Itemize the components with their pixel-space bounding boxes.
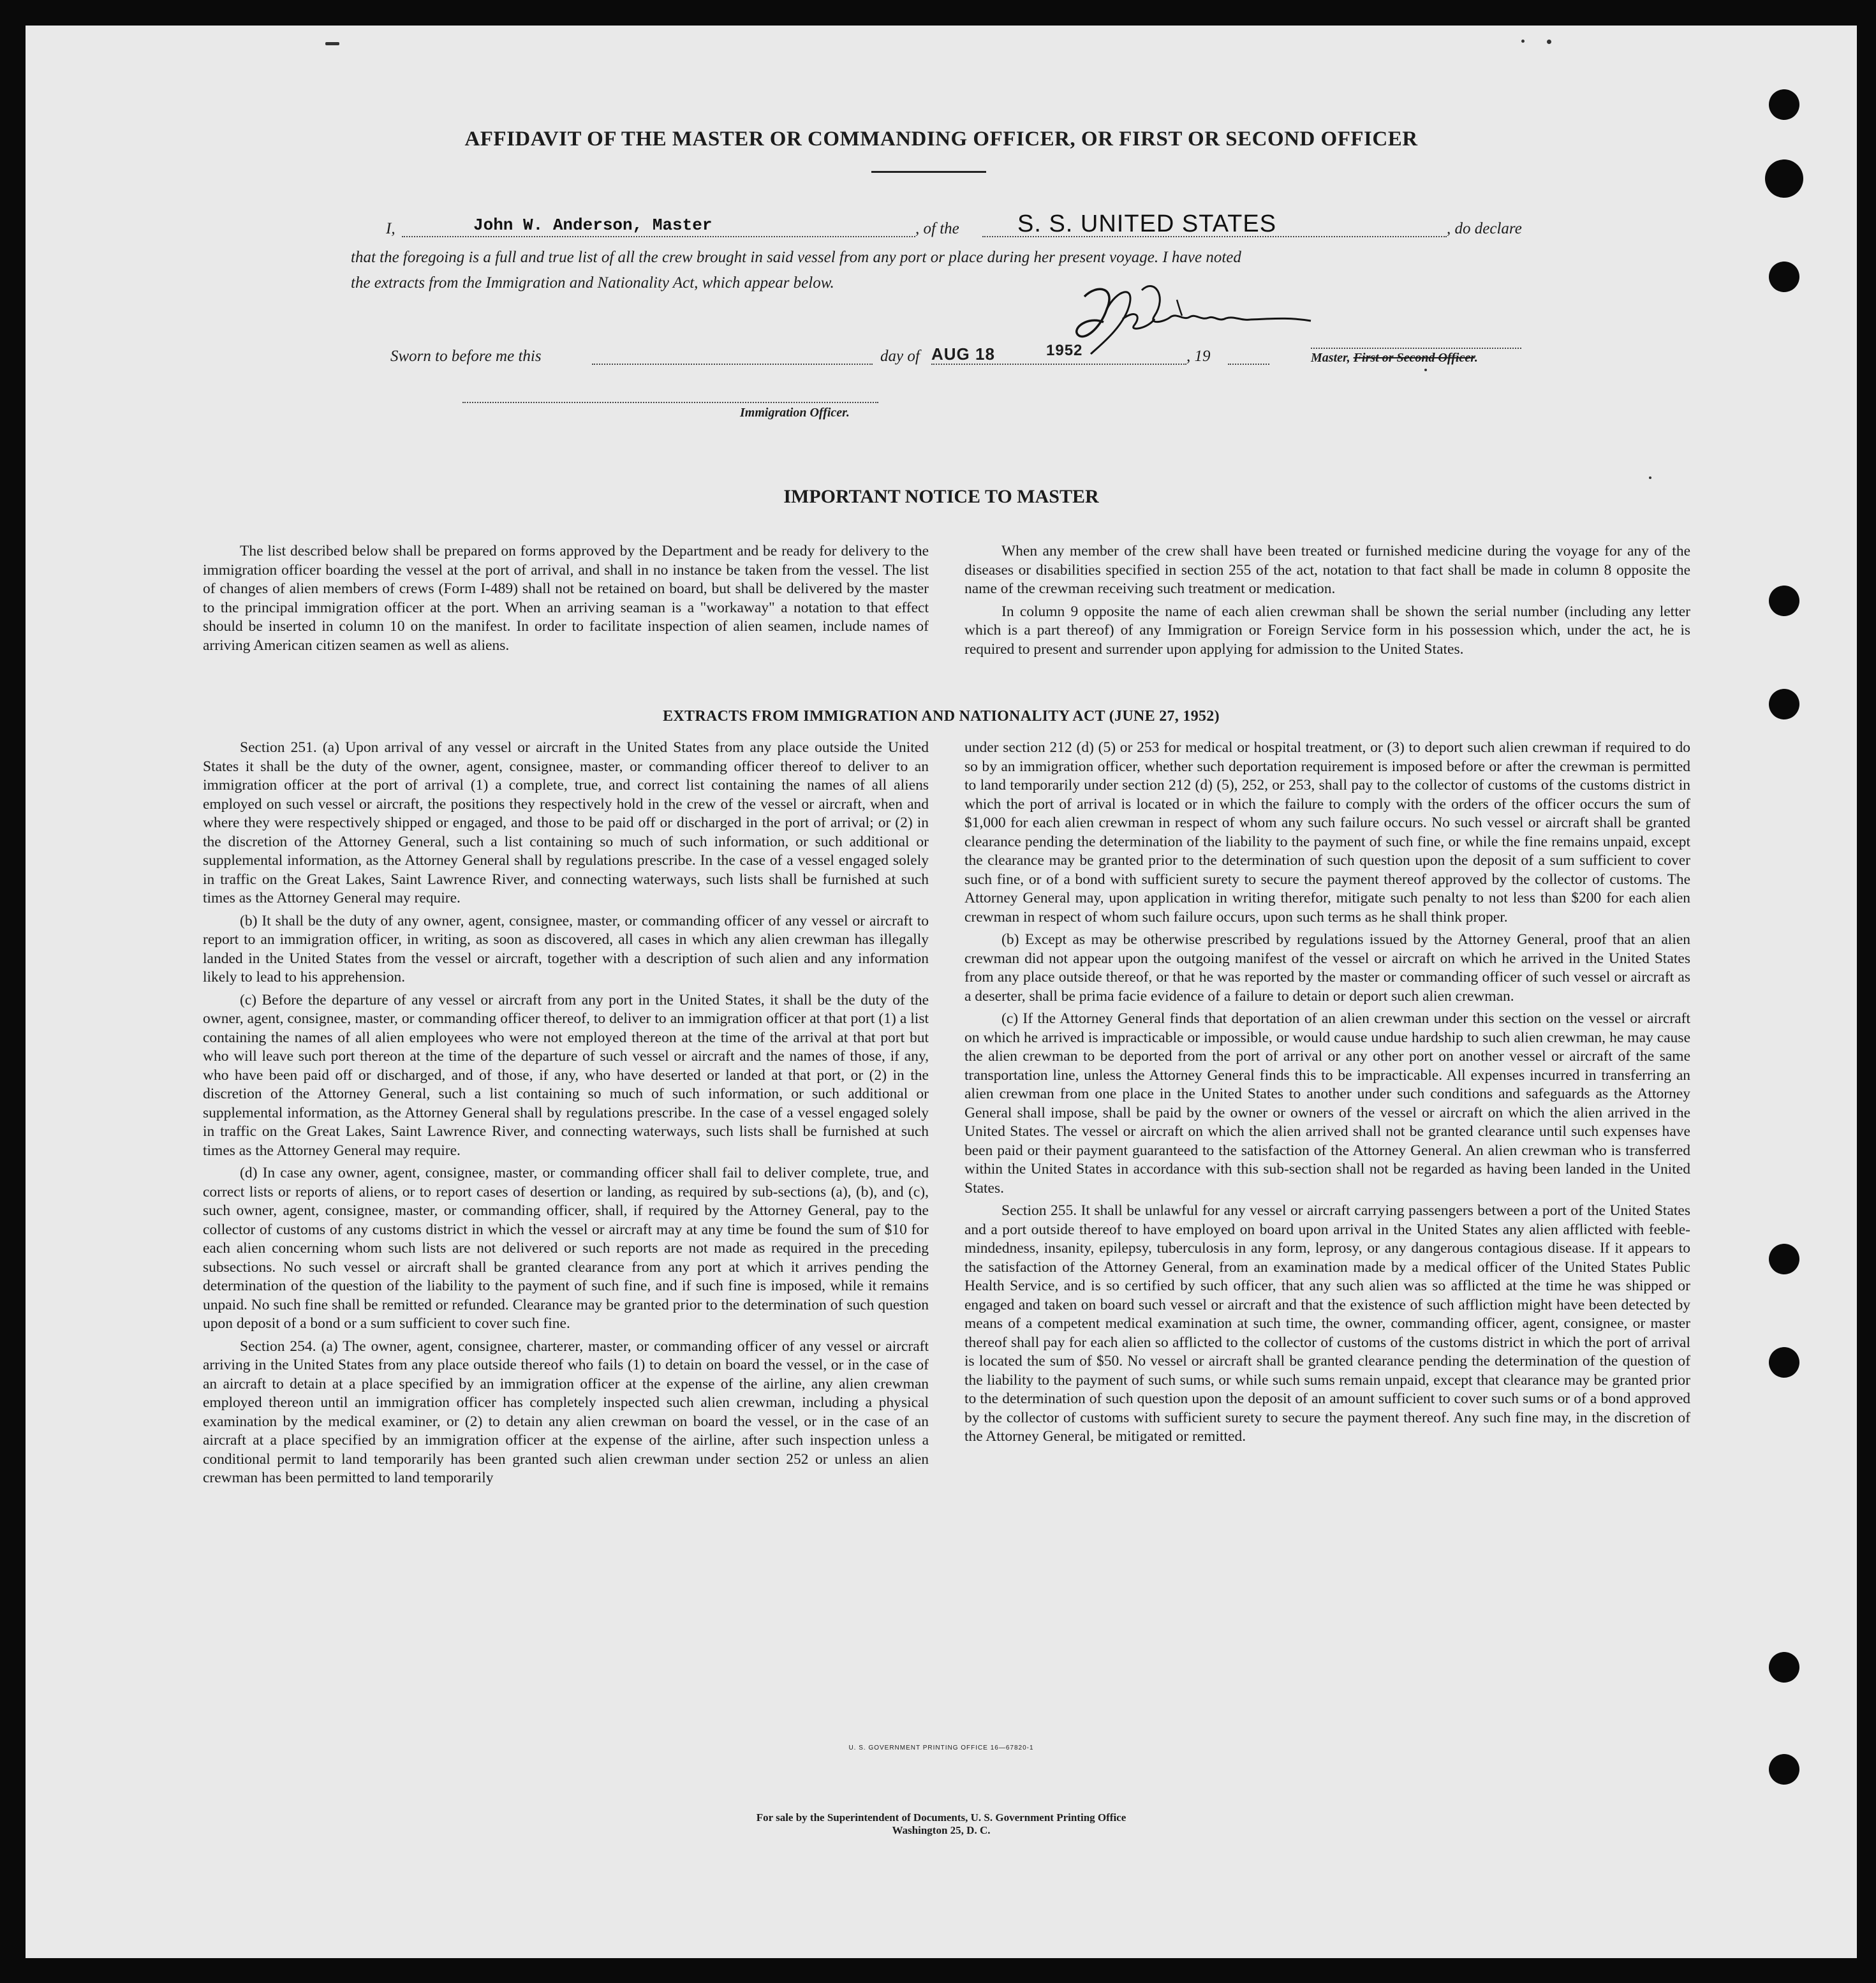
- date-stamp-year: 1952: [1046, 342, 1083, 359]
- notice-left-paragraph: The list described below shall be prepared on forms approved by the Department and be ready for delivery to the immigration officer boarding the vessel at the port of arrival, and shall in no instance be taken from the vessel. The list of changes of alien members of crews (Form I-489) shall not be retained on board, but shall be delivered by the master to the principal immigration officer at the port. When an arriving seaman is a "workaway" a notation to that effect should be inserted in column 10 on the manifest. In order to facilitate inspection of alien seamen, include names of arriving American citizen seamen as well as aliens.: [203, 543, 929, 654]
- officer-signature-line: [462, 402, 878, 403]
- section-254-a: Section 254. (a) The owner, agent, consignee, charterer, master, or commanding officer of any vessel or aircraft arriving in the United States from any place outside thereof who fails (1) to detain on board the vessel, or in the case of an aircraft to detain at a place specified by an immigration officer at the expense of the airline, any alien crewman employed thereon until an immigration officer has completely inspected such alien crewman, including a physical examination by the medical examiner, or (2) to detain any alien crewman on board the vessel, or in the case of an aircraft at a place specified by an immigration officer at the expense of the airline, after such inspection unless a conditional permit to land temporarily has been granted such alien crewman under section 252 or unless an alien crewman has been permitted to land temporarily: [203, 1338, 929, 1486]
- notice-left-column: [203, 542, 929, 659]
- declaration-line-1: that the foregoing is a full and true list of all the crew brought in said vessel from any port or place during her present voyage. I have noted: [351, 249, 1241, 266]
- sworn-day-line: [592, 364, 873, 365]
- section-254-c: (c) If the Attorney General finds that deportation of an alien crewman under this section on the vessel or aircraft on which he arrived is impracticable or impossible, or would cause undue hardship to such alien crewman, he may cause the alien crewman to be deported from the port of arrival or any other port on another vessel or aircraft of the same transportation line, unless the Attorney General finds this to be impracticable. All expenses incurred in transferring an alien crewman from one place in the United States to another under such conditions and safeguards as the Attorney General shall impose, shall be paid by the owner or owners of the vessel or aircraft on which the alien arrived in the United States. The vessel or aircraft on which the alien arrived shall not be granted clearance until such expenses have been paid or their payment guaranteed to the satisfaction of the Attorney General. An alien crewman who is transferred within the United States in accordance with this sub-section shall not be regarded as having been landed in the United States.: [964, 1010, 1690, 1197]
- notice-right-paragraph-2: In column 9 opposite the name of each alien crewman shall be shown the serial number (including any letter which is a part thereof) of any Immigration or Foreign Service form in his possession which, under the act, he is required to present and surrender upon applying for admission to the United States.: [964, 603, 1690, 658]
- affidavit-title: AFFIDAVIT OF THE MASTER OR COMMANDING OFFICER, OR FIRST OR SECOND OFFICER: [464, 128, 1418, 151]
- signature-caption-prefix: Master,: [1311, 351, 1354, 365]
- section-251-a: Section 251. (a) Upon arrival of any vessel or aircraft in the United States from any place outside the United States it shall be the duty of the owner, agent, consignee, master, or commanding officer thereof to deliver to an immigration officer at the port of arrival (1) a complete, true, and correct list containing the names of all aliens employed on such vessel or aircraft, the positions they respectively hold in the crew of the vessel or aircraft, when and where they were respectively shipped or engaged, and those to be paid off or discharged in the port of arrival; or (2) in the discretion of the Attorney General, such a list containing so much of such information, or such additional or supplemental information, as the Attorney General shall by regulations prescribe. In the case of a vessel engaged solely in traffic on the Great Lakes, Saint Lawrence River, and connecting waterways, such lists shall be furnished at such times as the Attorney General may require.: [203, 739, 929, 906]
- sworn-label: Sworn to before me this: [390, 348, 542, 365]
- section-254-a-continued: under section 212 (d) (5) or 253 for medical or hospital treatment, or (3) to deport such alien crewman if required to do so by an immigration officer, whether such deportation requirement is imposed before or after the crewman is permitted to land temporarily under section 212 (d) (5), 252, or 253, shall pay to the collector of customs of the customs district in which the port of arrival is located or in which the failure to comply with the orders of the officer occurs the sum of $1,000 for each alien crewman in respect of whom any such failure occurs. No such vessel or aircraft shall be granted clearance pending the determination of the liability to the payment of such fine, or while the fine remains unpaid, except the clearance may be granted prior to the determination of such question upon the deposit of a sum sufficient to cover such fine, or of a bond with sufficient surety to secure the payment thereof approved by the collector of customs. The Attorney General may, upon application in writing therefor, mitigate such penalty to not less than $200 for each alien crewman in respect of whom such failure occurs, upon such terms as he shall think proper.: [964, 739, 1690, 925]
- signature-line: [1311, 348, 1521, 349]
- extracts-title: EXTRACTS FROM IMMIGRATION AND NATIONALITY ACT (JUNE 27, 1952): [663, 708, 1220, 725]
- officer-caption: Immigration Officer.: [740, 406, 850, 420]
- scan-speck: [1547, 40, 1551, 44]
- notice-title: IMPORTANT NOTICE TO MASTER: [783, 486, 1099, 507]
- scan-speck: [1521, 40, 1525, 43]
- vessel-name: S. S. UNITED STATES: [1017, 210, 1277, 237]
- binder-hole: [1769, 1244, 1799, 1274]
- section-251-c: (c) Before the departure of any vessel or aircraft from any port in the United States, it shall be the duty of the owner, agent, consignee, master, or commanding officer thereof, to deliver to an immigration officer at that port (1) a list containing the names of all alien employees who were not employed thereon at the time of the arrival at that port but who will leave such port thereon at the time of the departure of such vessel or aircraft and the names of those, if any, who have been paid off or discharged, and of those, if any, who have deserted or landed at that port, or (2) in the discretion of the Attorney General, such a list containing so much of such information, or such additional or supplemental information, as the Attorney General shall by regulations prescribe. In the case of a vessel engaged solely in traffic on the Great Lakes, Saint Lawrence River, and connecting waterways, such lists shall be furnished at such times as the Attorney General may require.: [203, 991, 929, 1159]
- declaration-line-2: the extracts from the Immigration and Nationality Act, which appear below.: [351, 274, 834, 291]
- declarant-label: I,: [386, 220, 395, 237]
- do-declare-label: , do declare: [1447, 220, 1522, 237]
- signature-caption-suffix: .: [1474, 351, 1478, 365]
- signature-caption-struck: First or Second Officer: [1353, 351, 1475, 365]
- scan-speck: [1424, 369, 1427, 371]
- extracts-left-column: [203, 739, 929, 1492]
- title-underline: [871, 171, 986, 173]
- document-page: [26, 26, 1857, 1958]
- scan-speck: [325, 42, 339, 45]
- section-254-b: (b) Except as may be otherwise prescribed by regulations issued by the Attorney General, proof that an alien crewman did not appear upon the outgoing manifest of the vessel or aircraft on which he arrived in the United States from any place outside thereof, or that he was reported by the master or commanding officer of such vessel or aircraft as a deserter, shall be prima facie evidence of a failure to detain or deport such alien crewman.: [964, 931, 1690, 1005]
- sale-notice-line-2: Washington 25, D. C.: [892, 1824, 991, 1836]
- binder-hole: [1769, 89, 1799, 120]
- signature-caption: [1311, 351, 1478, 365]
- year-prefix: , 19: [1186, 348, 1211, 365]
- extracts-right-column: [964, 739, 1690, 1450]
- of-the-label: , of the: [915, 220, 959, 237]
- printing-office-line: U. S. GOVERNMENT PRINTING OFFICE 16—67820-1: [848, 1744, 1034, 1751]
- section-251-d: (d) In case any owner, agent, consignee, master, or commanding officer shall fail to deliver complete, true, and correct lists or reports of aliens, or to report cases of desertion or landing, as required by sub-sections (a), (b), and (c), such owner, agent, consignee, master, or commanding officer, shall, if required by the Attorney General, pay to the collector of customs of any customs district in which the vessel or aircraft may at any time be found the sum of $10 for each alien concerning whom such lists are not delivered or such reports are not made as required in the preceding subsections. No such vessel or aircraft shall be granted clearance from any port at which it arrives pending the determination of the question of the liability to the payment of such fine, and if such fine is imposed, while it remains unpaid. No such fine shall be remitted or refunded. Clearance may be granted prior to the determination of such question upon deposit of a bond or a sum sufficient to cover such fine.: [203, 1165, 929, 1332]
- scan-speck: [1649, 476, 1651, 479]
- notice-right-paragraph-1: When any member of the crew shall have been treated or furnished medicine during the voyage for any of the diseases or disabilities specified in section 255 of the act, notation to that fact shall be made in column 8 opposite the name of the crewman receiving such treatment or medication.: [964, 543, 1690, 597]
- sale-notice: [26, 1811, 1857, 1837]
- notice-right-column: [964, 542, 1690, 663]
- binder-hole: [1765, 159, 1803, 198]
- binder-hole: [1769, 1754, 1799, 1785]
- binder-hole: [1769, 586, 1799, 616]
- declarant-fill-line: [402, 236, 915, 237]
- master-name: John W. Anderson, Master: [473, 216, 713, 235]
- day-of-label: day of: [880, 348, 920, 365]
- section-255: Section 255. It shall be unlawful for any vessel or aircraft carrying passengers between a port of the United States and a port outside thereof to have employed on board upon arrival in the United States any alien afflicted with feeble-mindedness, insanity, epilepsy, tuberculosis in any form, leprosy, or any dangerous contagious disease. If it appears to the satisfaction of the Attorney General, from an examination made by a medical officer of the United States Public Health Service, and is so certified by such officer, that any such alien was so afflicted at the time he was shipped or engaged and taken on board such vessel or aircraft and that the existence of such affliction might have been detected by means of a competent medical examination at such time, the owner, commanding officer, agent, consignee, or master thereof shall pay for each alien so afflicted to the collector of customs of the customs district in which the port of arrival is located the sum of $50. No vessel or aircraft shall be granted clearance pending the determination of the question of the liability to the payment of such sums, or while such sums remain unpaid, except that clearance may be granted prior to the determination of such question upon the deposit of an amount sufficient to cover such sums or of a bond approved by the collector of customs with sufficient surety to secure the payment thereof. Any such fine may, in the discretion of the Attorney General, be mitigated or remitted.: [964, 1202, 1690, 1445]
- sale-notice-line-1: For sale by the Superintendent of Documents, U. S. Government Printing Office: [756, 1811, 1126, 1824]
- date-stamp-month: AUG 18: [931, 344, 995, 364]
- year-line: [1228, 364, 1269, 365]
- section-251-b: (b) It shall be the duty of any owner, agent, consignee, master, or commanding officer of any vessel or aircraft to report to an immigration officer, in writing, as soon as discovered, all cases in which any alien crewman has illegally landed in the United States from the vessel or aircraft, together with a description of such alien and any information likely to lead to his apprehension.: [203, 912, 929, 985]
- binder-hole: [1769, 262, 1799, 292]
- binder-hole: [1769, 1652, 1799, 1683]
- binder-hole: [1769, 1347, 1799, 1378]
